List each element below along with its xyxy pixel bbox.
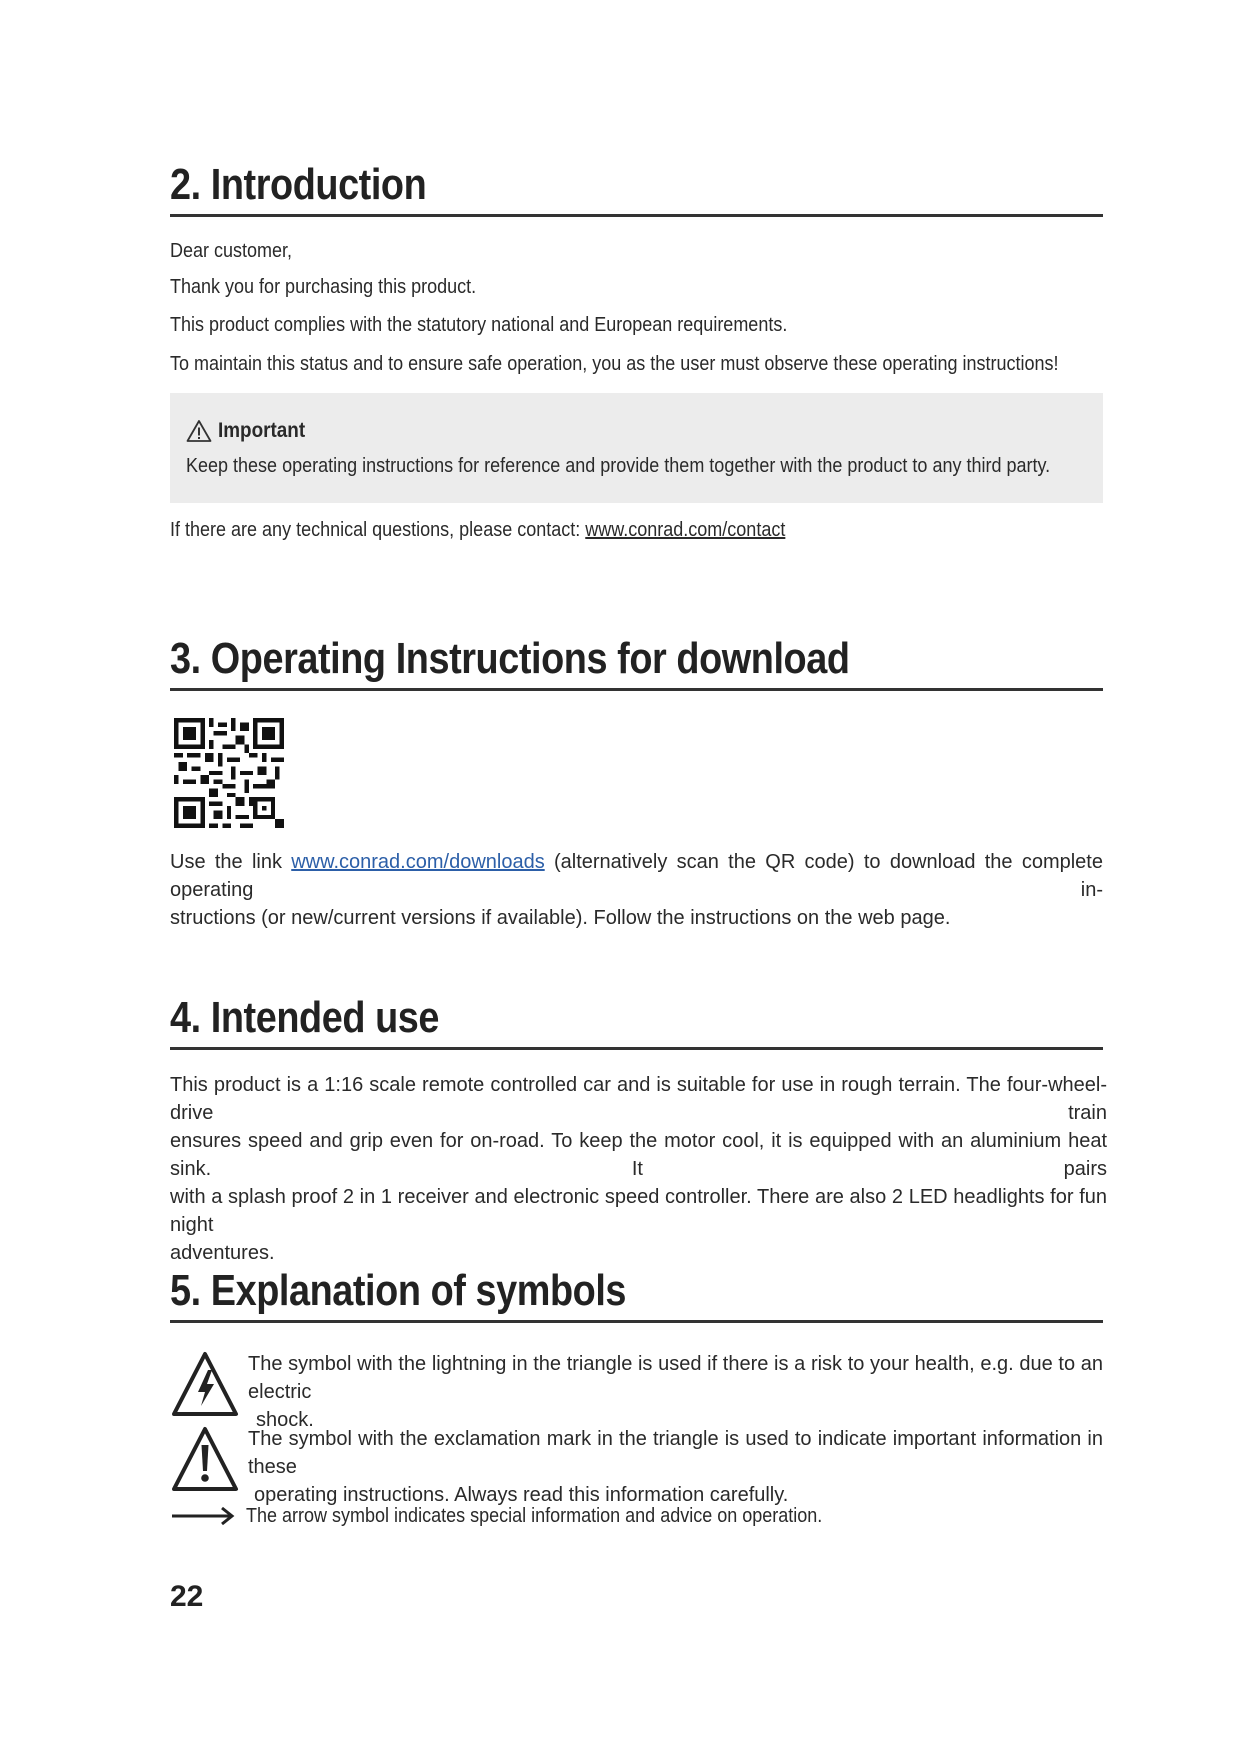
lightning-symbol-row	[170, 1350, 1103, 1431]
arrow-symbol-row	[170, 1502, 1103, 1532]
download-paragraph	[170, 848, 1103, 932]
download-prefix: Use the link	[170, 851, 292, 873]
introduction-heading: 2. Introduction	[170, 160, 1103, 217]
important-label: Important	[218, 419, 306, 442]
complies-text: This product complies with the statutory national and European requirements.	[170, 314, 788, 336]
contact-link[interactable]: www.conrad.com/contact	[585, 519, 786, 541]
download-suffix: (alternatively scan the QR code) to download the complete operating in-	[170, 851, 1103, 901]
important-notice-box	[170, 393, 1103, 503]
page-number: 22	[170, 1580, 204, 1613]
exclamation-symbol-row	[170, 1425, 1103, 1506]
greeting-text: Dear customer,	[170, 240, 293, 262]
intended-line-3: with a splash proof 2 in 1 receiver and electronic speed controller. There are also 2 LED headlights for fun night	[170, 1186, 1107, 1236]
questions-text	[170, 516, 1103, 544]
downloads-link[interactable]: www.conrad.com/downloads	[291, 851, 545, 873]
intended-line-2: ensures speed and grip even for on-road. To keep the motor cool, it is equipped with an aluminium heat sink. It pairs	[170, 1130, 1107, 1180]
important-title	[186, 419, 315, 443]
warning-triangle-icon	[186, 419, 212, 443]
download-heading: 3. Operating Instructions for download	[170, 634, 1103, 691]
intended-use-heading: 4. Intended use	[170, 993, 1103, 1050]
important-text: Keep these operating instructions for reference and provide them together with the product to any third party.	[186, 455, 1051, 477]
exclamation-triangle-icon	[170, 1425, 240, 1493]
arrow-description: The arrow symbol indicates special information and advice on operation.	[246, 1505, 823, 1527]
arrow-right-icon	[170, 1502, 236, 1530]
qr-code-image[interactable]	[174, 718, 284, 828]
download-line-2: structions (or new/current versions if available). Follow the instructions on the web page.	[170, 907, 951, 929]
exclamation-description: The symbol with the exclamation mark in the triangle is used to indicate important information in these operating instructions. Always read this information carefully.	[248, 1428, 1103, 1506]
symbols-heading: 5. Explanation of symbols	[170, 1266, 1103, 1323]
lightning-triangle-icon	[170, 1350, 240, 1418]
questions-prefix: If there are any technical questions, please contact:	[170, 519, 586, 541]
intended-line-1: This product is a 1:16 scale remote controlled car and is suitable for use in rough terrain. The four-wheel-drive train	[170, 1074, 1107, 1124]
maintain-text: To maintain this status and to ensure safe operation, you as the user must observe these operating instructions!	[170, 353, 1059, 375]
thanks-text: Thank you for purchasing this product.	[170, 276, 477, 298]
lightning-description: The symbol with the lightning in the triangle is used if there is a risk to your health, e.g. due to an electric shock.	[248, 1353, 1103, 1431]
intended-use-paragraph	[170, 1071, 1107, 1267]
intended-line-4: adventures.	[170, 1242, 275, 1264]
